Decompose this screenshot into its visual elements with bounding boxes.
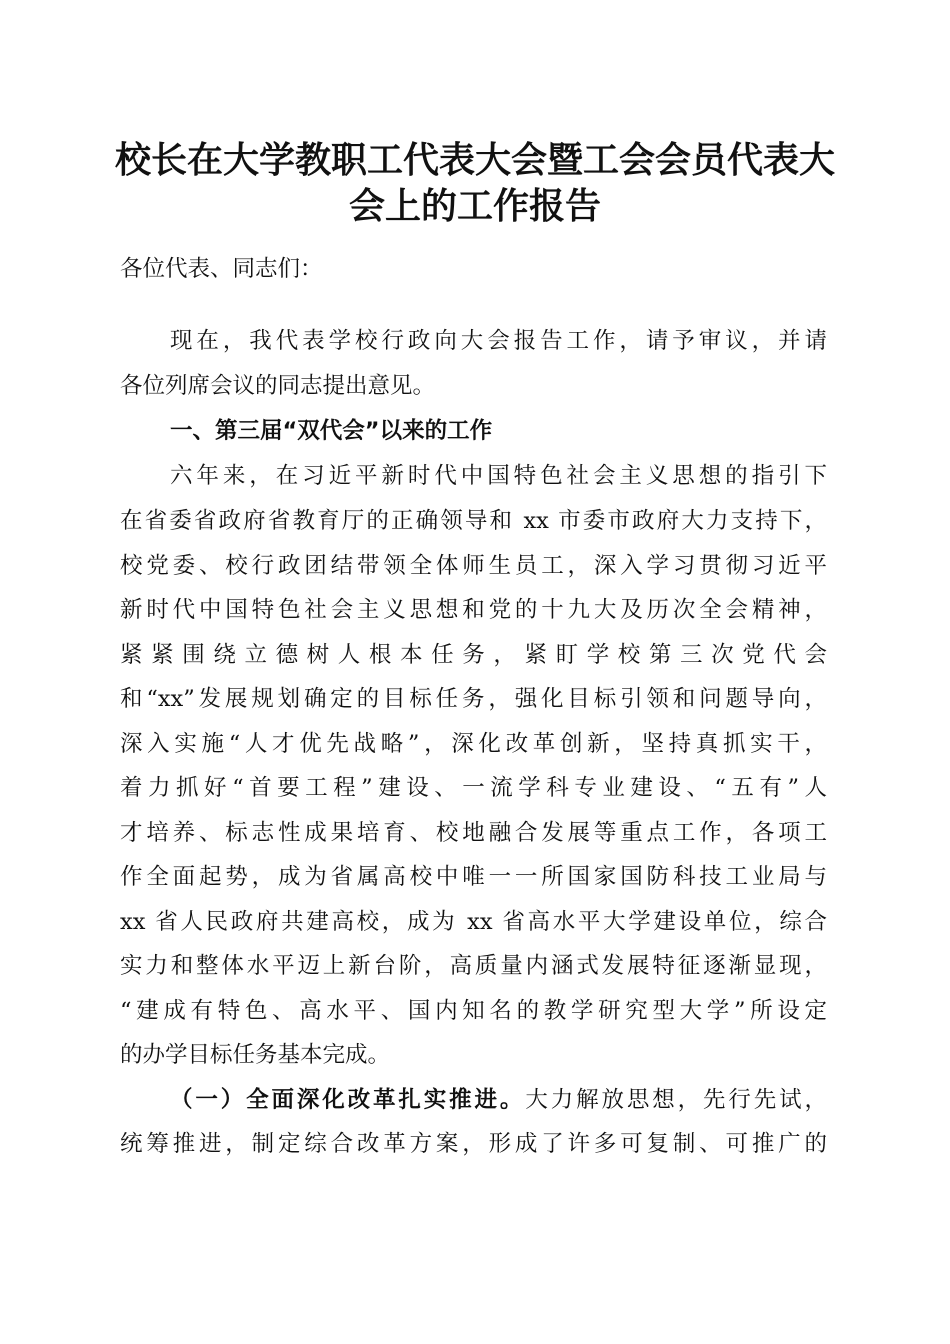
paragraph-line: 紧紧围绕立德树人根本任务，紧盯学校第三次党代会 bbox=[120, 642, 827, 668]
subsection-heading: （一）全面深化改革扎实推进。 bbox=[170, 1087, 526, 1113]
paragraph-line: 的办学目标任务基本完成。 bbox=[120, 1042, 391, 1068]
intro-line-1: 现在，我代表学校行政向大会报告工作，请予审议，并请 bbox=[170, 328, 827, 354]
paragraph-line: 深入实施“人才优先战略”，深化改革创新，坚持真抓实干， bbox=[120, 731, 827, 757]
paragraph-line: 作全面起势，成为省属高校中唯一一所国家国防科技工业局与 bbox=[120, 864, 827, 890]
subsection-first-line bbox=[170, 1085, 827, 1115]
salutation: 各位代表、同志们： bbox=[120, 256, 323, 282]
intro-line-2: 各位列席会议的同志提出意见。 bbox=[120, 373, 436, 399]
document-title-line-1: 校长在大学教职工代表大会暨工会会员代表大 bbox=[114, 139, 835, 181]
paragraph-line: xx 省人民政府共建高校，成为 xx 省高水平大学建设单位，综合 bbox=[120, 909, 827, 935]
paragraph-line: 统筹推进，制定综合改革方案，形成了许多可复制、可推广的 bbox=[120, 1131, 827, 1157]
section-heading: 一、第三届“双代会”以来的工作 bbox=[170, 418, 493, 444]
paragraph-line: 着力抓好“首要工程”建设、一流学科专业建设、“五有”人 bbox=[120, 775, 827, 801]
paragraph-line: 实力和整体水平迈上新台阶，高质量内涵式发展特征逐渐显现， bbox=[120, 953, 827, 979]
subsection-first-line-text: 大力解放思想，先行先试， bbox=[525, 1087, 827, 1113]
paragraph-line: 新时代中国特色社会主义思想和党的十九大及历次全会精神， bbox=[120, 597, 827, 623]
paragraph-line: 校党委、校行政团结带领全体师生员工，深入学习贯彻习近平 bbox=[120, 553, 827, 579]
document-title-line-2: 会上的工作报告 bbox=[348, 185, 601, 227]
paragraph-line: “建成有特色、高水平、国内知名的教学研究型大学”所设定 bbox=[120, 998, 827, 1024]
paragraph-line: 和“xx”发展规划确定的目标任务，强化目标引领和问题导向， bbox=[120, 686, 827, 712]
paragraph-line: 在省委省政府省教育厅的正确领导和 xx 市委市政府大力支持下， bbox=[120, 508, 827, 534]
paragraph-line: 六年来，在习近平新时代中国特色社会主义思想的指引下 bbox=[170, 463, 827, 489]
paragraph-line: 才培养、标志性成果培育、校地融合发展等重点工作，各项工 bbox=[120, 820, 827, 846]
